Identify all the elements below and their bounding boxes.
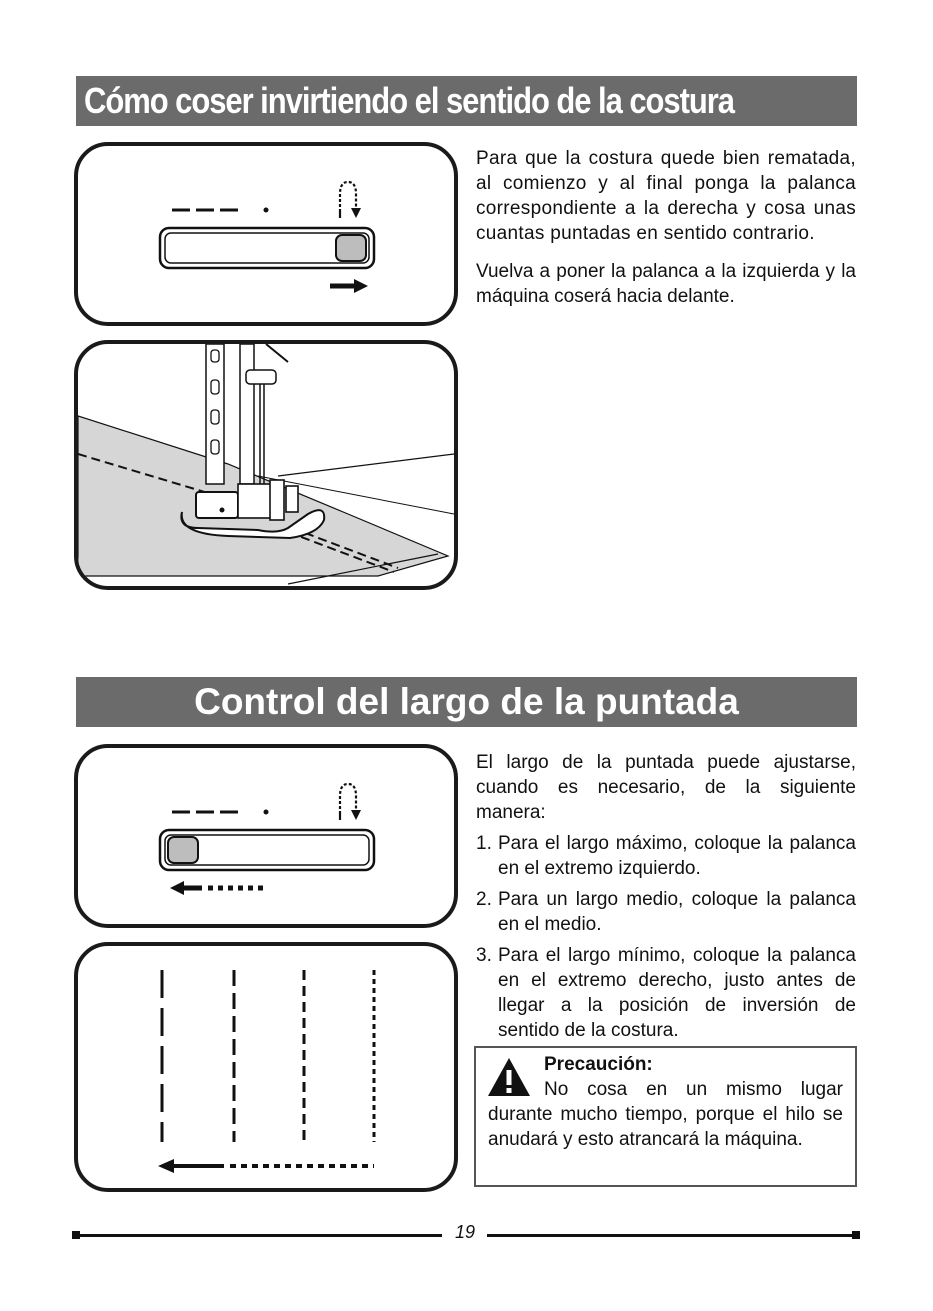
- step-text: Para el largo máximo, coloque la palanca en el extremo izquierdo.: [498, 833, 856, 879]
- stitch-length-steps: [476, 831, 856, 1043]
- list-item: [476, 943, 856, 1043]
- reverse-sewing-text: [476, 146, 856, 322]
- caution-text-body: No cosa en un mismo lugar durante mucho tiempo, porque el hilo se anudará y esto atrancará la máquina.: [488, 1079, 843, 1150]
- presser-foot-illustration: [74, 340, 458, 590]
- step-text: Para el largo mínimo, coloque la palanca en el extremo derecho, justo antes de llegar a la posición de inversión de sentido de la costura.: [498, 945, 856, 1041]
- reverse-stitch-icon: [340, 784, 361, 820]
- lever-reverse-illustration: [74, 142, 458, 326]
- section-title-stitch-length: [76, 677, 857, 727]
- step-number: 2.: [476, 889, 492, 910]
- presser-foot-drawing: [78, 344, 454, 586]
- stitch-length-drawing: [78, 946, 454, 1188]
- section-title-reverse-sewing: [76, 76, 857, 126]
- list-item: [476, 831, 856, 881]
- caution-text: [488, 1077, 843, 1152]
- step-number: 3.: [476, 945, 492, 966]
- page-number: 19: [454, 1222, 476, 1242]
- stitch-length-intro: El largo de la puntada puede ajustarse, cuando es necesario, de la siguiente manera:: [476, 752, 856, 823]
- footer-dot-right: [852, 1231, 860, 1239]
- warning-icon: [486, 1056, 532, 1098]
- caution-box: [474, 1046, 857, 1187]
- footer-rule-left: [78, 1234, 442, 1237]
- reverse-sewing-paragraph-2: Vuelva a poner la palanca a la izquierda y la máquina coserá hacia delante.: [476, 261, 856, 307]
- lever-reverse-drawing: [78, 146, 454, 322]
- section-title-reverse-sewing-text: Cómo coser invirtiendo el sentido de la costura: [84, 80, 734, 121]
- list-item: [476, 887, 856, 937]
- caution-title: Precaución:: [544, 1054, 653, 1075]
- footer-rule-right: [487, 1234, 855, 1237]
- stitch-length-examples: [74, 942, 458, 1192]
- section-title-stitch-length-text: Control del largo de la puntada: [194, 681, 739, 722]
- step-number: 1.: [476, 833, 492, 854]
- step-text: Para un largo medio, coloque la palanca en el medio.: [498, 889, 856, 935]
- stitch-length-text: [476, 750, 856, 1049]
- reverse-sewing-paragraph-1: Para que la costura quede bien rematada, al comienzo y al final ponga la palanca correspondiente a la derecha y cosa unas cuantas puntadas en sentido contrario.: [476, 148, 856, 244]
- lever-length-illustration: [74, 744, 458, 928]
- lever-length-drawing: [78, 748, 454, 924]
- reverse-stitch-icon: [340, 182, 361, 218]
